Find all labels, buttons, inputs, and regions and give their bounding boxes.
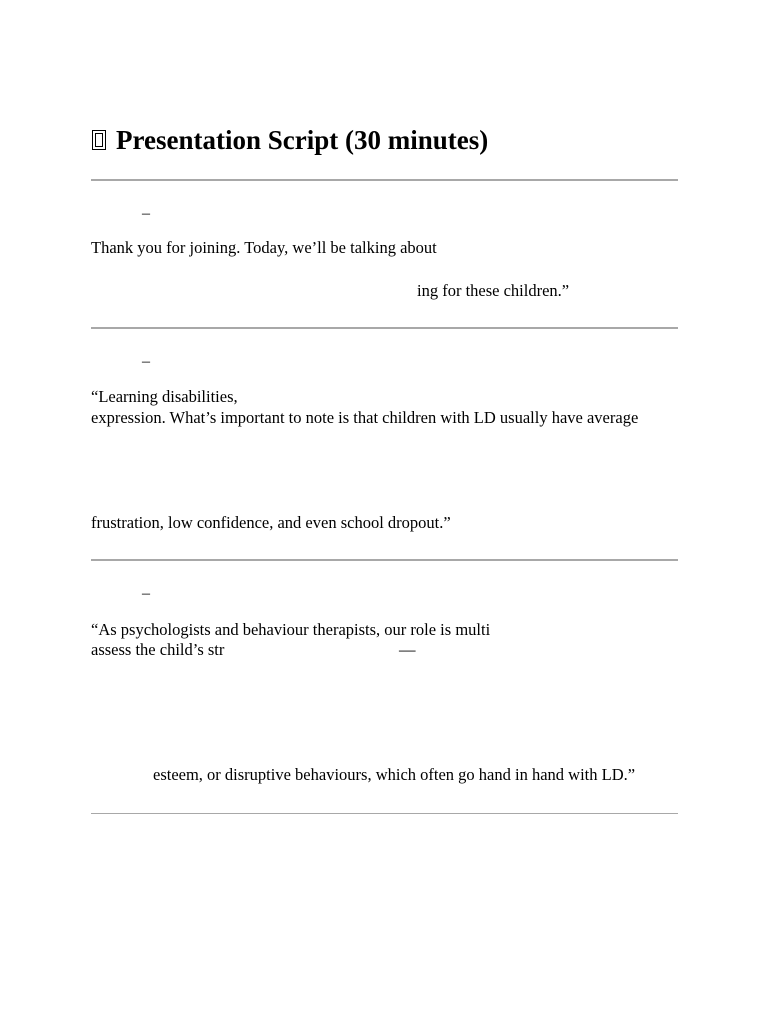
paragraph-line: frustration, low confidence, and even school dropout.” [91, 513, 451, 532]
paragraph-line: “As psychologists and behaviour therapists, our role is multi [91, 620, 491, 639]
section-marker: – [142, 205, 150, 222]
paragraph-line: assess the child’s str [91, 640, 225, 659]
paragraph-line: Thank you for joining. Today, we’ll be talking about [91, 238, 437, 257]
section-divider [91, 559, 678, 561]
section-divider [91, 179, 678, 181]
missing-glyph-icon [92, 130, 106, 150]
page-title [92, 124, 488, 156]
paragraph-line: ing for these children.” [417, 281, 570, 300]
page-title-text: Presentation Script (30 minutes) [116, 125, 489, 155]
paragraph-line: esteem, or disruptive behaviours, which often go hand in hand with LD.” [153, 765, 636, 784]
em-dash: — [399, 640, 416, 659]
paragraph-line: expression. What’s important to note is that children with LD usually have average [91, 408, 639, 427]
paragraph-line: “Learning disabilities, [91, 387, 238, 406]
section-marker: – [142, 585, 150, 602]
section-marker: – [142, 353, 150, 370]
section-divider [91, 327, 678, 329]
section-divider [91, 813, 678, 814]
